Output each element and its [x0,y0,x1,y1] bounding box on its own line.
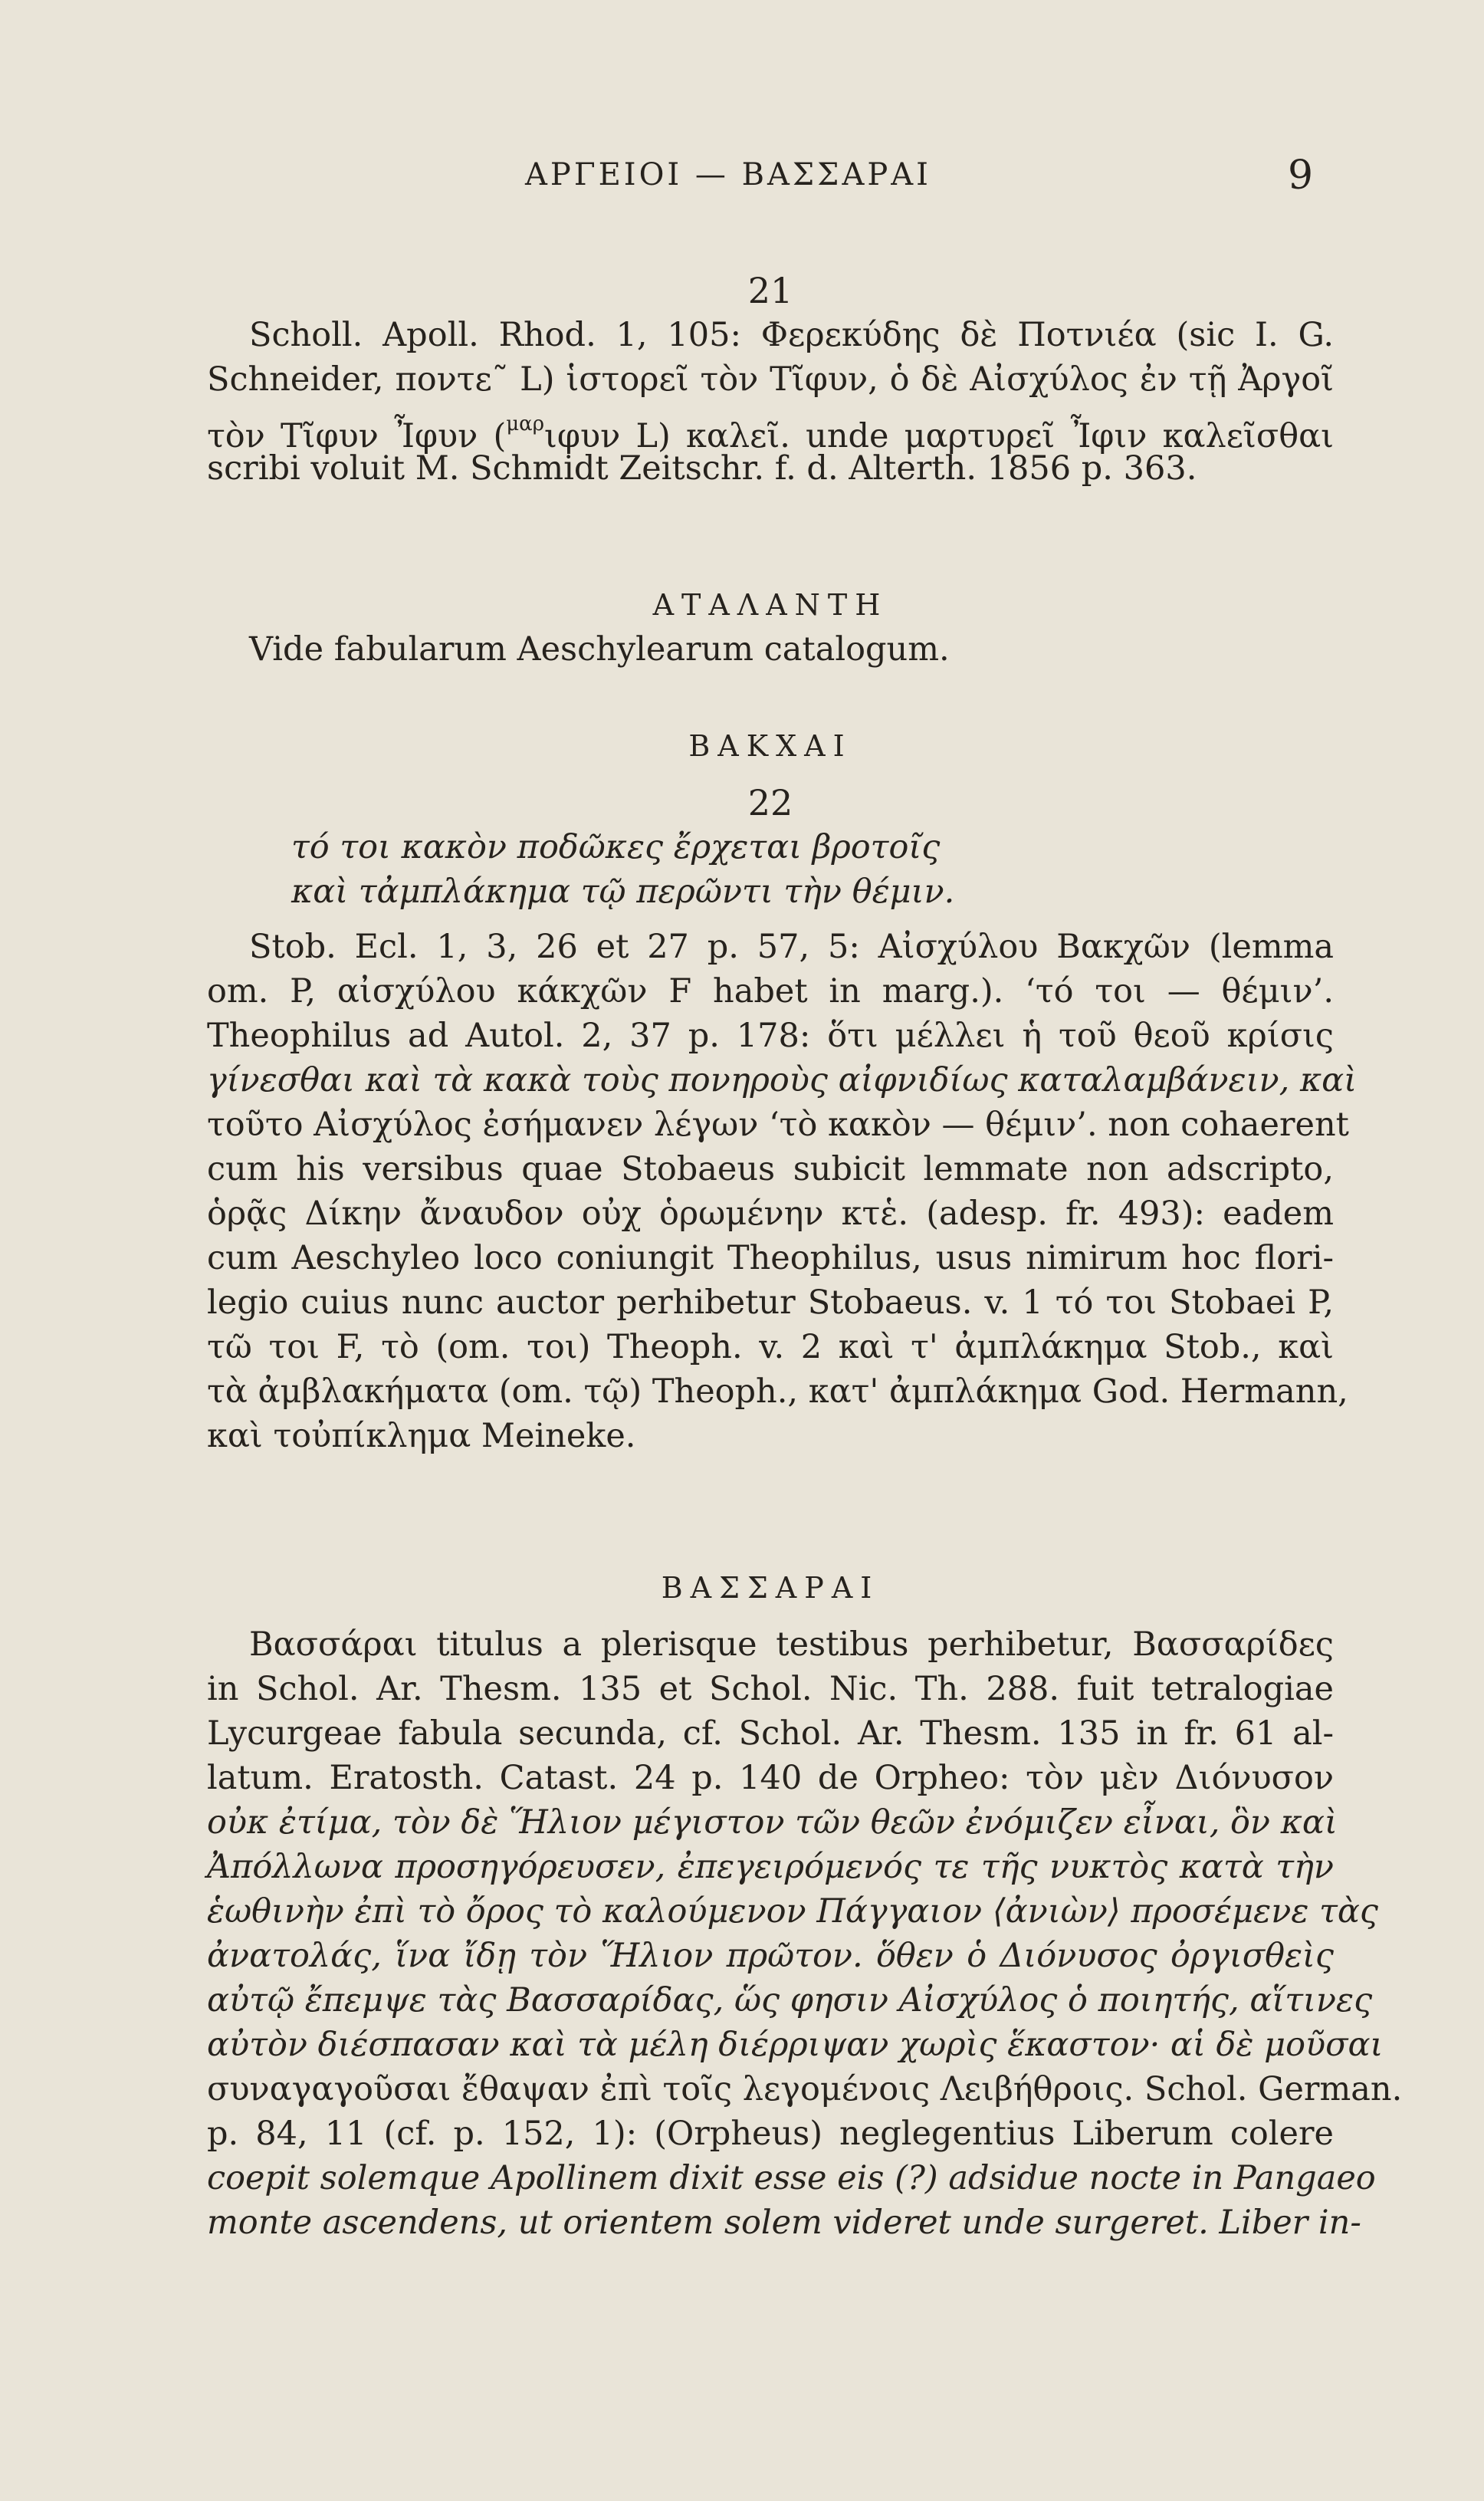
text-line: p. 84, 11 (cf. p. 152, 1): (Orpheus) neglegentius Liberum colere [207,2115,1334,2153]
running-title: ΑΡΓΕΙΟΙ — ΒΑΣΣΑΡΑΙ [525,157,931,192]
text-line: Stob. Ecl. 1, 3, 26 et 27 p. 57, 5: Αἰσχύλου Βακχῶν (lemma [249,928,1334,966]
fragment-21 [207,268,1334,491]
text-line: ἑωθινὴν ἐπὶ τὸ ὄρος τὸ καλούμενον Πάγγαιον ⟨ἀνιὼν⟩ προσέμενε τὰς [207,1892,1378,1931]
text-line: ἀνατολάς, ἵνα ἴδῃ τὸν Ἥλιον πρῶτον. ὅθεν ὁ Διόνυσος ὀργισθεὶς [207,1937,1334,1975]
superscript: μαρ [506,412,545,435]
text-line: Vide fabularum Aeschylearum catalogum. [249,630,950,669]
section-title: ΒΑΣΣΑΡΑΙ [661,1571,880,1605]
text-line: legio cuius nunc auctor perhibetur Stobaeus. v. 1 τό τοι Stobaei P, [207,1283,1334,1322]
verse-line: τό τοι κακὸν ποδῶκες ἔρχεται βροτοῖς [291,828,941,866]
verse-line: καὶ τἀμπλάκημα τῷ περῶντι τὴν θέμιν. [291,873,955,911]
text-line: Scholl. Apoll. Rhod. 1, 105: Φερεκύδης δὲ Ποτνιέα (sic I. G. [249,316,1334,354]
section-title: ΑΤΑΛΑΝΤΗ [652,588,888,622]
text-line: οὐκ ἐτίμα, τὸν δὲ Ἥλιον μέγιστον τῶν θεῶν ἐνόμιζεν εἶναι, ὃν καὶ [207,1803,1338,1842]
text-line: coepit solemque Apollinem dixit esse eis (?) adsidue nocte in Pangaeo [207,2159,1376,2197]
text-line: monte ascendens, ut orientem solem videret unde surgeret. Liber in- [207,2204,1361,2242]
text-line: om. P, αἰσχύλου κάκχῶν F habet in marg.). ‘τό τοι — θέμιν’. [207,972,1334,1011]
section-title: ΒΑΚΧΑΙ [688,729,852,763]
text-span: τὸν Τῖφυν Ἶφυν ( [207,417,507,455]
text-line: cum Aeschyleo loco coniungit Theophilus, usus nimirum hoc flori- [207,1239,1334,1277]
section-atalante [207,583,1334,672]
text-line: latum. Eratosth. Catast. 24 p. 140 de Orpheo: τὸν μὲν Διόνυσον [207,1759,1334,1797]
text-line: Ἀπόλλωνα προσηγόρευσεν, ἐπεγειρόμενός τε τῆς νυκτὸς κατὰ τὴν [207,1848,1334,1886]
text-span: ιφυν L) καλεῖ. unde μαρτυρεῖ Ἶφιν καλεῖσθαι [544,417,1335,455]
page-number: 9 [1288,153,1314,199]
text-line: Theophilus ad Autol. 2, 37 p. 178: ὅτι μέλλει ἡ τοῦ θεοῦ κρίσις [207,1017,1334,1055]
text-line: συναγαγοῦσαι ἔθαψαν ἐπὶ τοῖς λεγομένοις Λειβήθροις. Schol. German. [207,2070,1403,2108]
page-header [0,150,1484,203]
text-line: καὶ τοὐπίκλημα Meineke. [207,1417,636,1455]
text-line: Schneider, ποντε˜ L) ἱστορεῖ τὸν Τῖφυν, ὁ δὲ Αἰσχύλος ἐν τῇ Ἀργοῖ [207,360,1334,399]
text-line: Βασσάραι titulus a plerisque testibus perhibetur, Βασσαρίδες [249,1625,1334,1664]
text-line: αὐτὸν διέσπασαν καὶ τὰ μέλη διέρριψαν χωρὶς ἕκαστον· αἱ δὲ μοῦσαι [207,2026,1384,2064]
text-line: αὐτῷ ἔπεμψε τὰς Βασσαρίδας, ὥς φησιν Αἰσχύλος ὁ ποιητής, αἵτινες [207,1981,1373,2020]
text-line: cum his versibus quae Stobaeus subicit lemmate non adscripto, [207,1150,1334,1188]
fragment-number: 22 [747,782,793,823]
text-line [207,402,1335,455]
text-line: γίνεσθαι καὶ τὰ κακὰ τοὺς πονηροὺς αἰφνιδίως καταλαμβάνειν, καὶ [207,1061,1358,1099]
text-line: τοῦτο Αἰσχύλος ἐσήμανεν λέγων ‘τὸ κακὸν — θέμιν’. non cohaerent [207,1106,1349,1144]
text-line: τῶ τοι F, τὸ (om. τοι) Theoph. v. 2 καὶ τ' ἀμπλάκημα Stob., καὶ [207,1328,1334,1366]
text-line: in Schol. Ar. Thesm. 135 et Schol. Nic. Th. 288. fuit tetralogiae [207,1670,1334,1708]
section-bakchai [207,724,1358,1458]
text-line: Lycurgeae fabula secunda, cf. Schol. Ar. Thesm. 135 in fr. 61 al- [207,1714,1334,1753]
fragment-number: 21 [747,270,793,311]
text-line: ὁρᾷς Δίκην ἄναυδον οὐχ ὁρωμένην κτἑ. (adesp. fr. 493): eadem [207,1195,1334,1233]
text-line: scribi voluit M. Schmidt Zeitschr. f. d. Alterth. 1856 p. 363. [207,449,1197,488]
section-bassarai [207,1566,1403,2245]
text-line: τὰ ἀμβλακήματα (om. τῷ) Theoph., κατ' ἀμπλάκημα God. Hermann, [207,1372,1348,1411]
